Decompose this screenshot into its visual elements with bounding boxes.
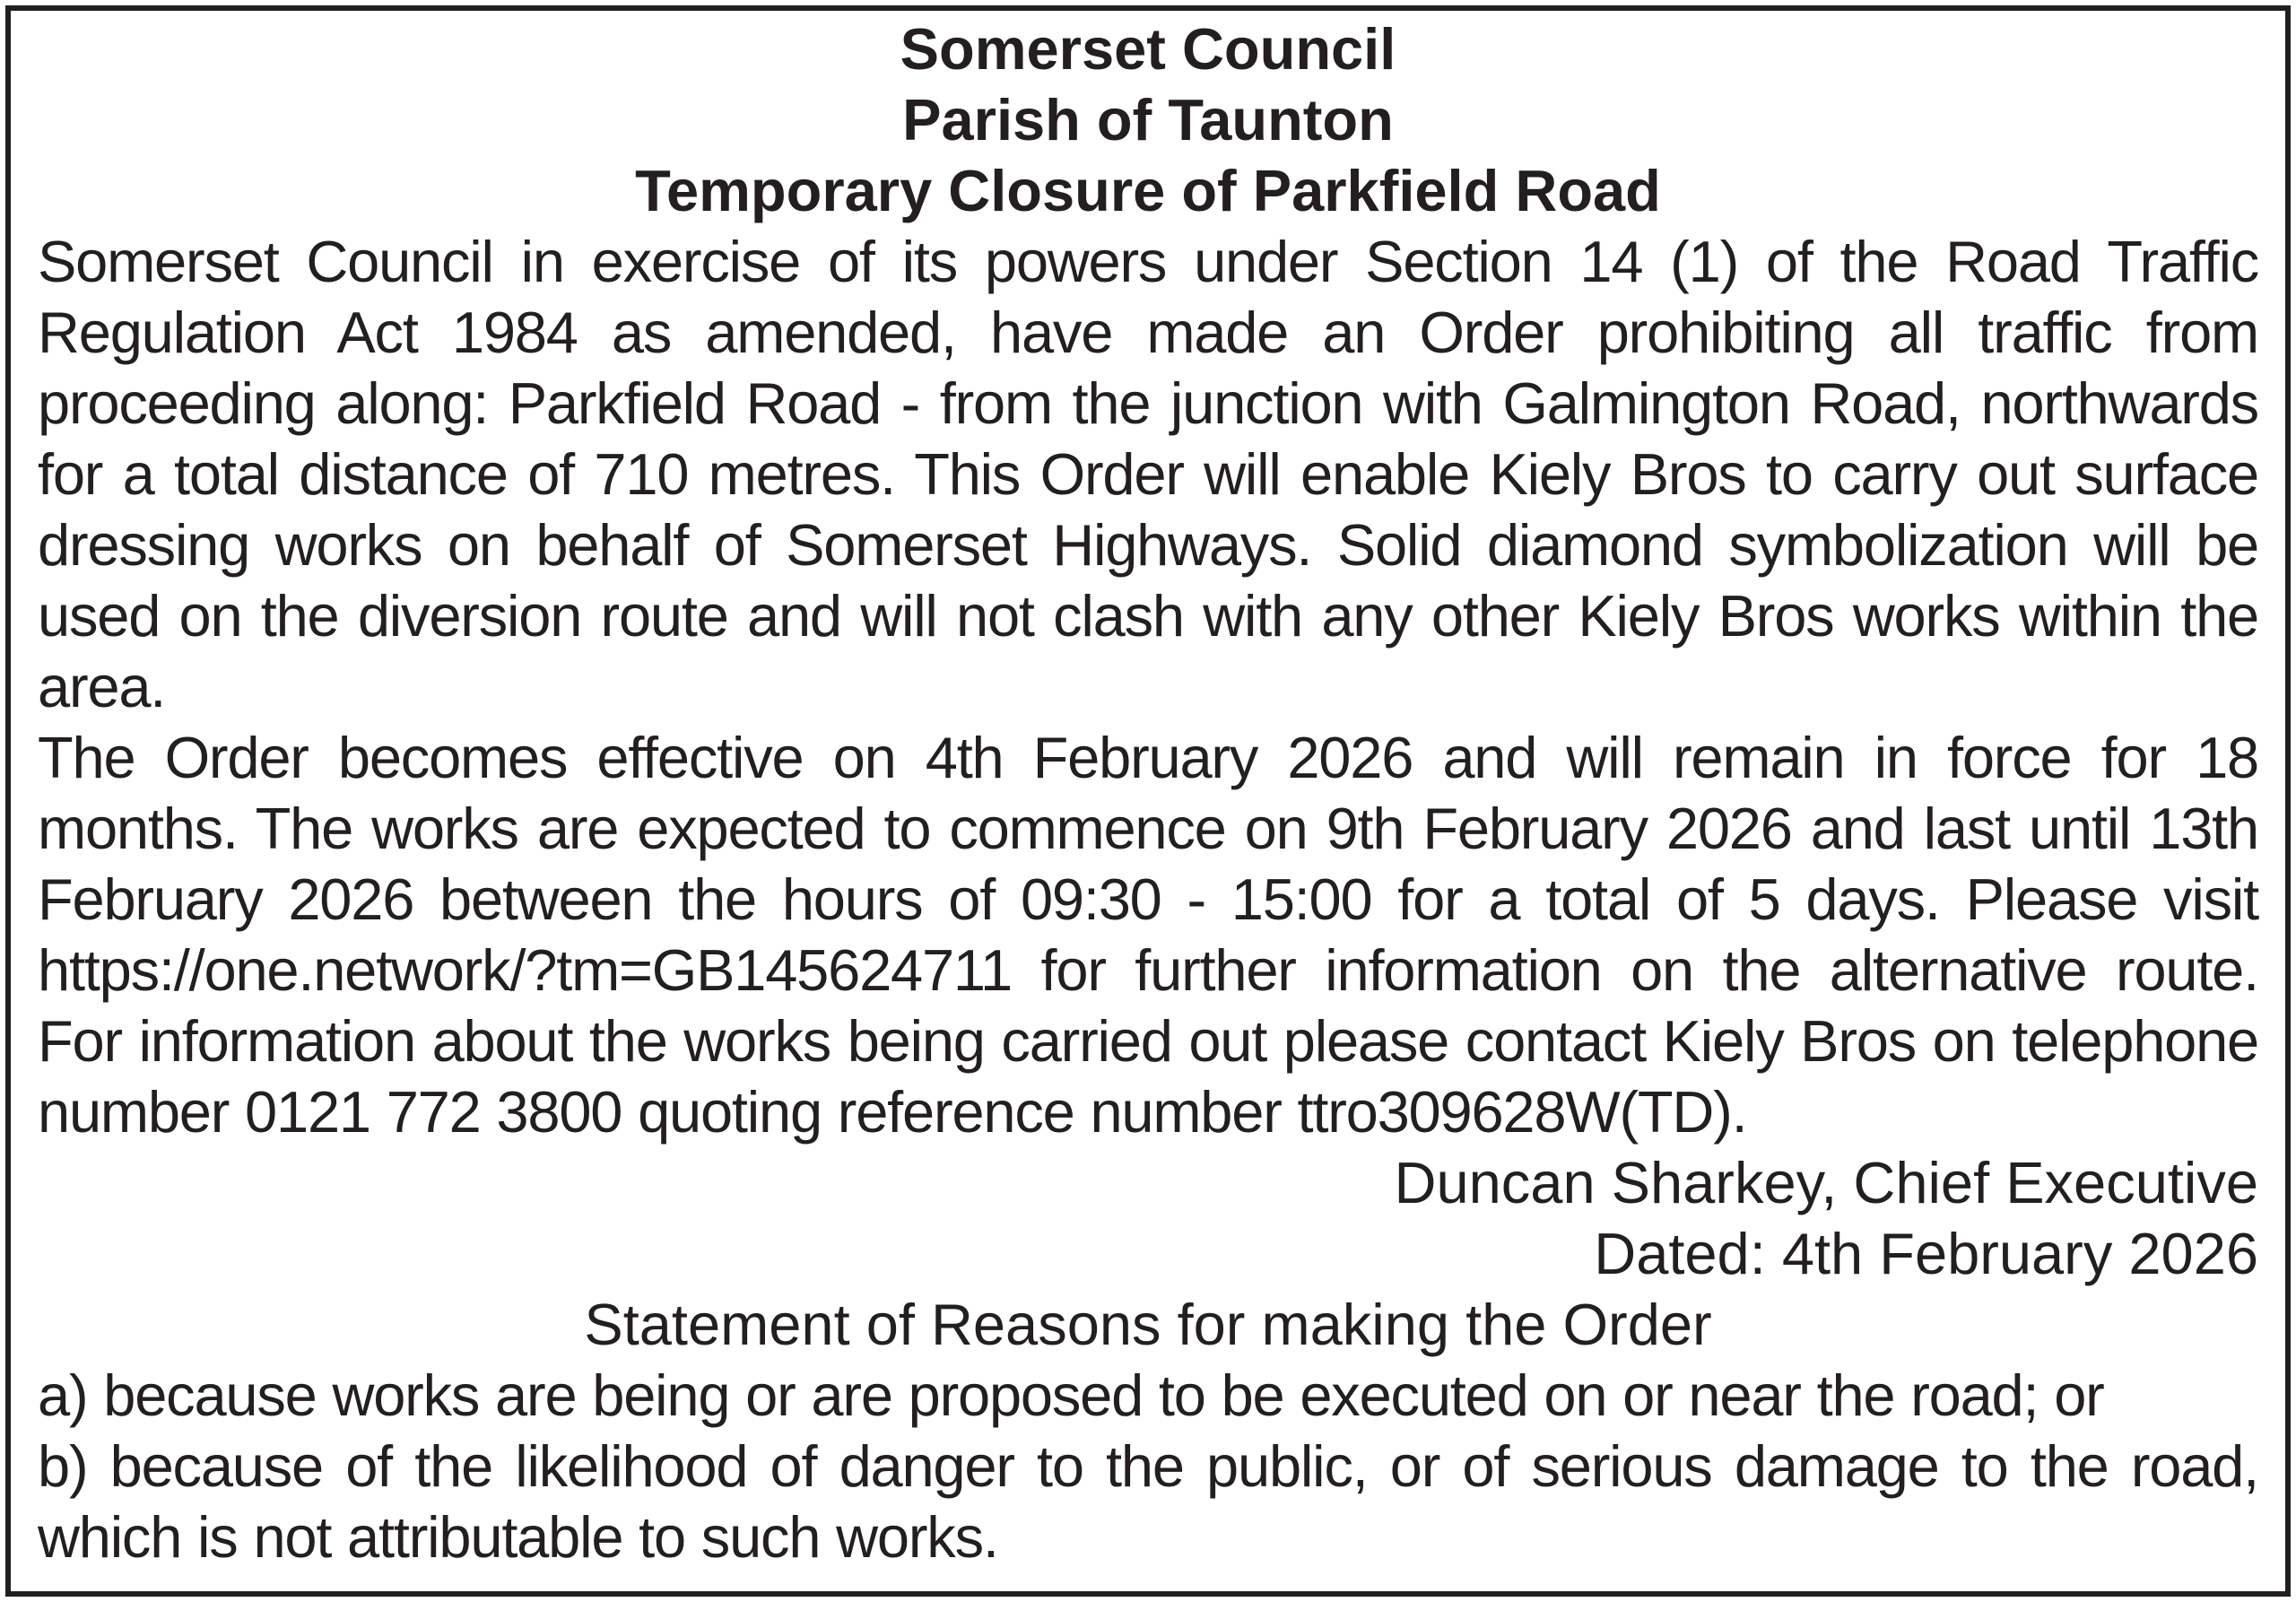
date-line: Dated: 4th February 2026: [1594, 1221, 2258, 1286]
reason-a: a) because works are being or are proposed to be executed on or near the road; or: [38, 1363, 2104, 1428]
reason-b: b) because of the likelihood of danger to the public, or of serious damage to the road, which is not attributable to such works.: [38, 1433, 2258, 1570]
public-notice: [5, 5, 2291, 1597]
council-name-heading: Somerset Council: [900, 16, 1396, 82]
reasons-heading: Statement of Reasons for making the Order: [584, 1292, 1712, 1357]
closure-title-heading: Temporary Closure of Parkfield Road: [635, 158, 1661, 223]
signatory: Duncan Sharkey, Chief Executive: [1394, 1150, 2258, 1215]
order-paragraph: Somerset Council in exercise of its powers under Section 14 (1) of the Road Traffic Regulation Act 1984 as amended, have made an Order prohibiting all traffic from proceeding along: Parkfield Road - from the junction with Galmington Road, northwards for a total distance of 710 metres. This Order will enable Kiely Bros to carry out surface dressing works on behalf of Somerset Highways. Solid diamond symbolization will be used on the diversion route and will not clash with any other Kiely Bros works within the area.: [38, 229, 2258, 719]
parish-heading: Parish of Taunton: [902, 87, 1394, 152]
effective-dates-paragraph: The Order becomes effective on 4th February 2026 and will remain in force for 18 months. The works are expected to commence on 9th February 2026 and last until 13th February 2026 between the hours of 09:30 - 15:00 for a total of 5 days. Please visit https://one.network/?tm=GB145624711 for further information on the alternative route. For information about the works being carried out please contact Kiely Bros on telephone number 0121 772 3800 quoting reference number ttro309628W(TD).: [38, 725, 2258, 1145]
